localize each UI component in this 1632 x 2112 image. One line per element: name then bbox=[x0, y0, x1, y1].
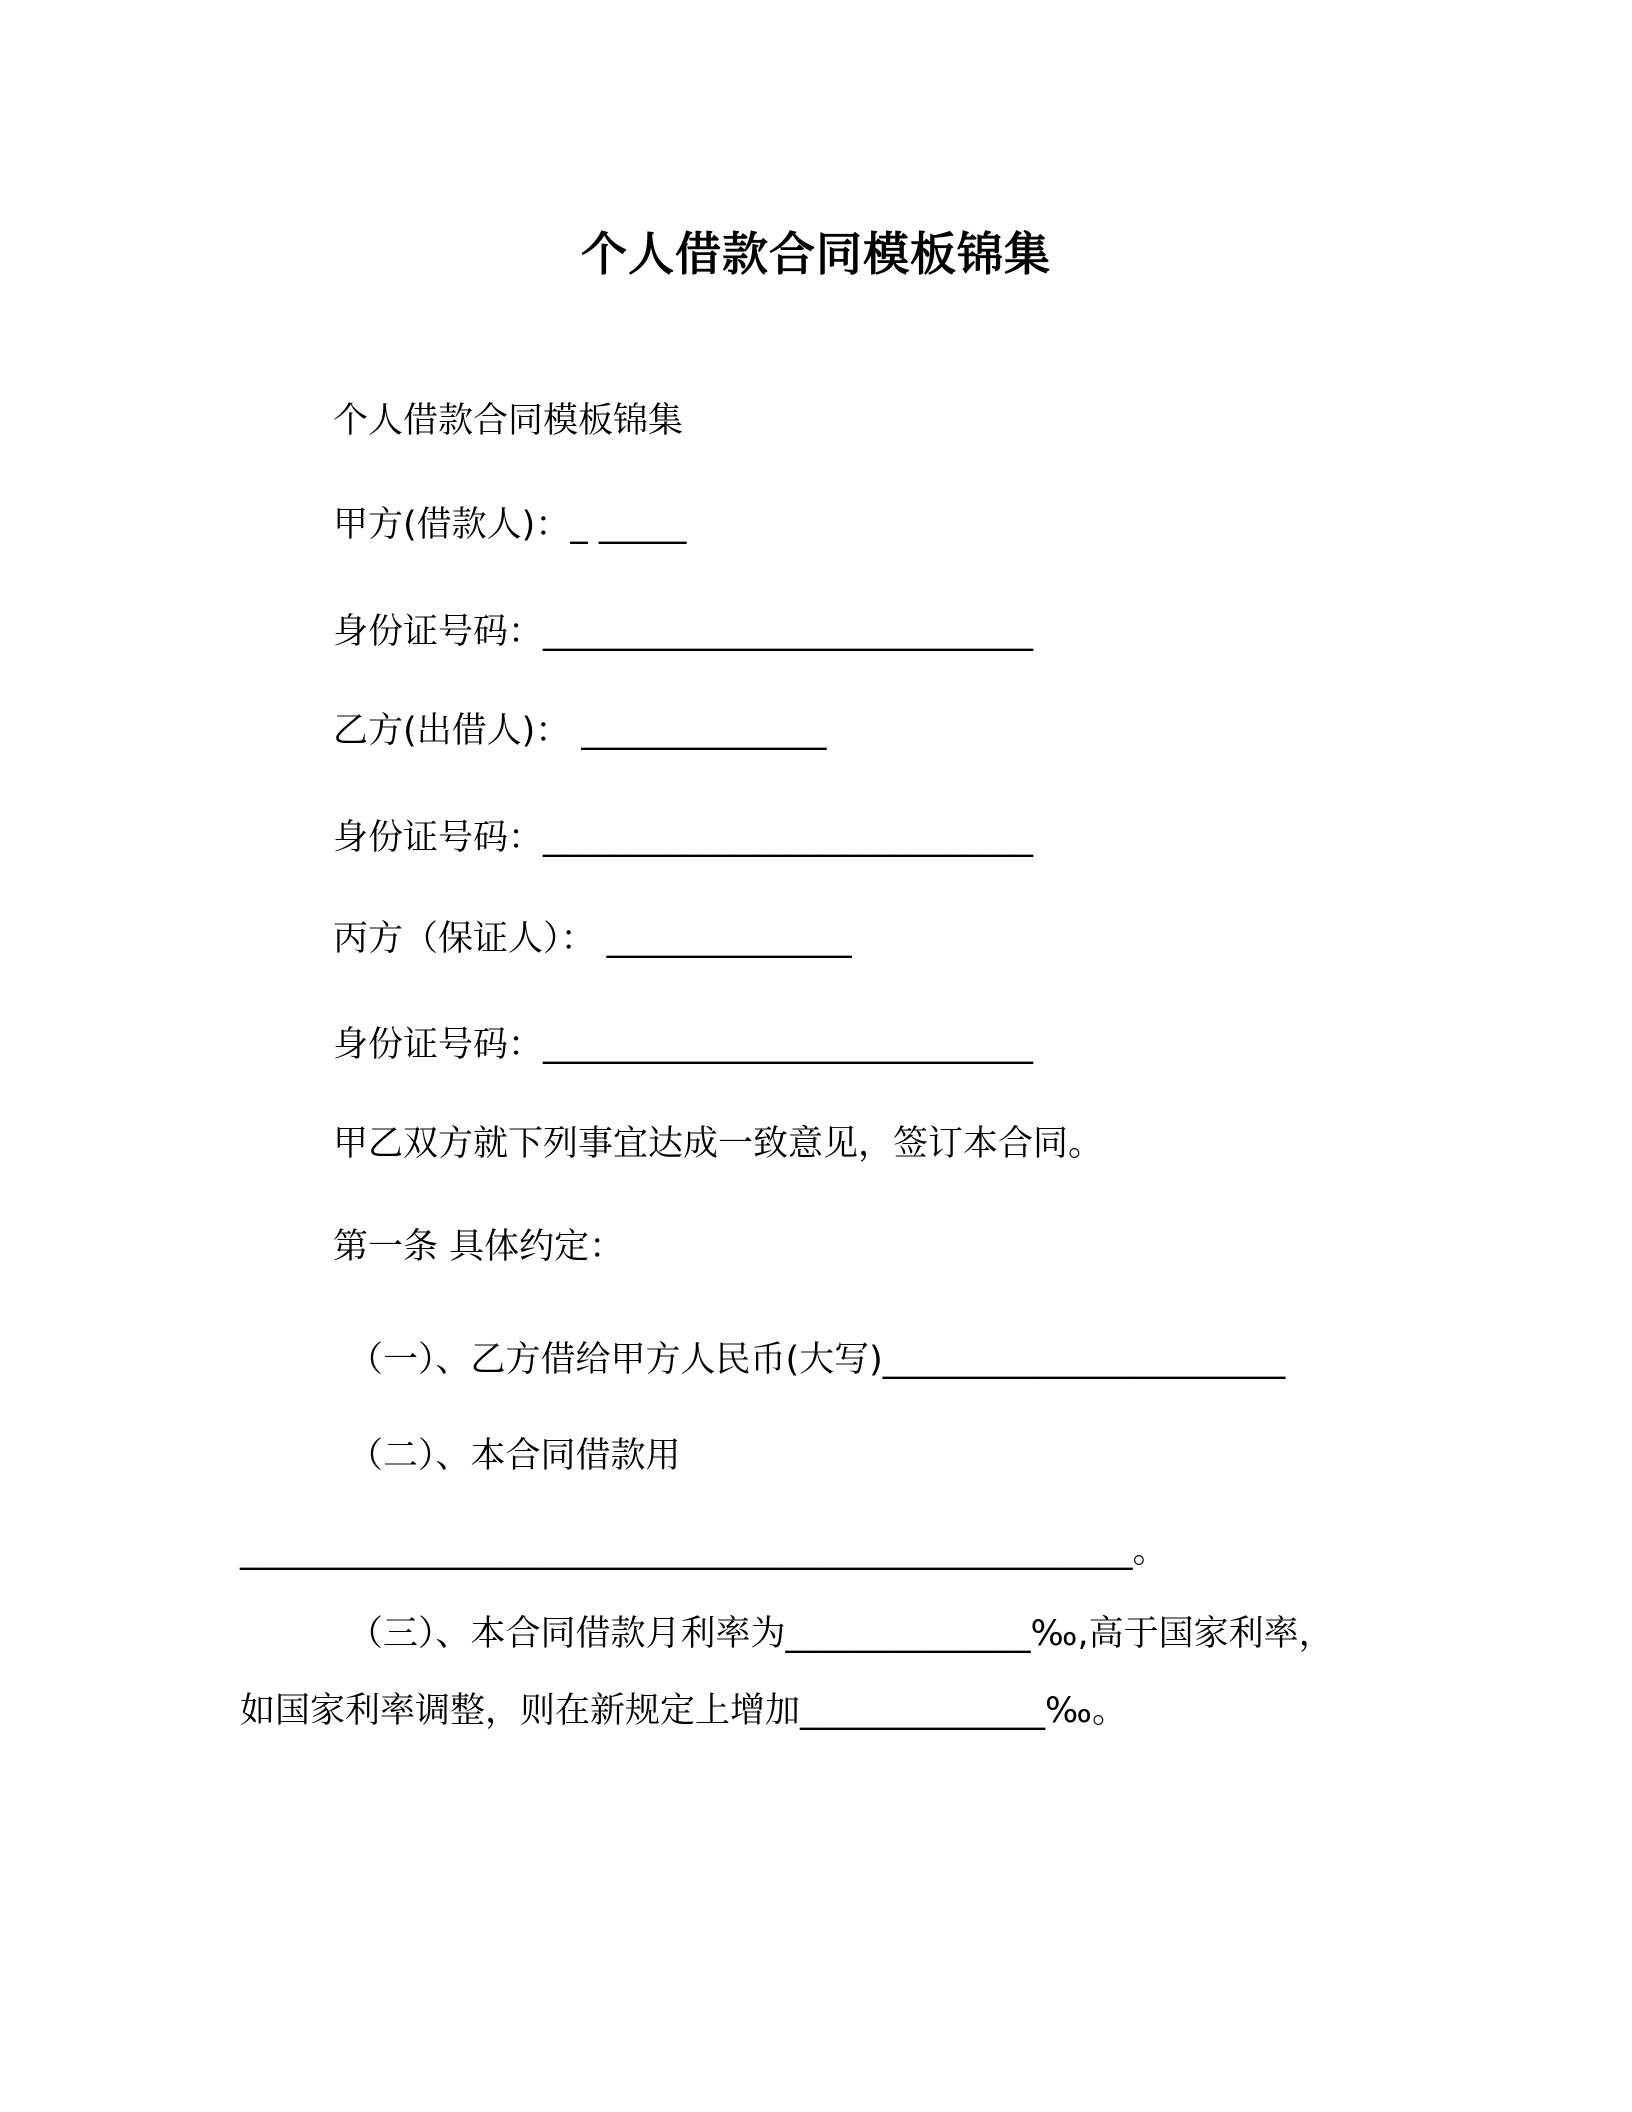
party-a-line: 甲方(借款人)：_ _____ bbox=[333, 505, 687, 545]
clause-three-line: （三）、本合同借款月利率为______________‰,高于国家利率， bbox=[348, 1614, 1334, 1654]
agreement-line: 甲乙双方就下列事宜达成一致意见，签订本合同。 bbox=[333, 1124, 1104, 1164]
clause-two-line: （二）、本合同借款用 bbox=[348, 1436, 681, 1476]
party-b-line: 乙方(出借人)： ______________ bbox=[333, 711, 827, 751]
clause-one-line: （一）、乙方借给甲方人民币(大写)_______________________ bbox=[348, 1340, 1286, 1380]
party-a-id-line: 身份证号码：____________________________ bbox=[333, 612, 1034, 652]
clause-two-continuation: ___________________________________________________。 bbox=[240, 1531, 1168, 1571]
party-c-line: 丙方（保证人）： ______________ bbox=[333, 919, 852, 959]
party-b-id-line: 身份证号码：____________________________ bbox=[333, 818, 1034, 858]
article-one-heading: 第一条 具体约定： bbox=[333, 1227, 625, 1267]
document-title: 个人借款合同模板锦集 bbox=[581, 227, 1051, 281]
party-c-id-line: 身份证号码：____________________________ bbox=[333, 1025, 1034, 1065]
clause-three-continuation: 如国家利率调整，则在新规定上增加______________‰。 bbox=[240, 1691, 1127, 1731]
subtitle-line: 个人借款合同模板锦集 bbox=[333, 401, 684, 441]
